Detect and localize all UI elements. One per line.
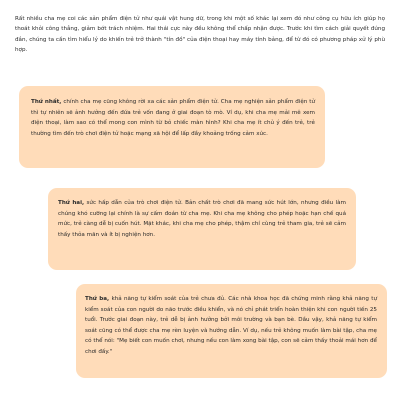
- point-paragraph: [31, 97, 315, 139]
- point-lead: Thứ nhất,: [31, 99, 62, 105]
- intro-paragraph: Rất nhiều cha mẹ coi các sản phẩm điện tử như quái vật hung dữ, trong khi một số khác lại xem đó như công cụ hữu ích giúp họ thoát khỏi công thẳng, giảm bớt trách nhiệm. Hai thái cực này đều không thể chấp nhận được. Trước khi tìm cách giải quyết đúng đắn, chúng ta cần tìm hiểu lý do khiến trẻ trở thành "tín đồ" của điện thoại hay máy tính bảng, để từ đó có phương pháp xử lý phù hợp.: [15, 16, 385, 54]
- point-box-second: [48, 188, 356, 270]
- point-text: chính cha mẹ cũng không rời xa các sản phẩm điện tử. Cha mẹ nghiện sản phẩm điện tử thì tự nhiên sẽ ảnh hưởng đến đứa trẻ vốn đang ở giai đoạn tò mò. Ví dụ, khi cha mẹ mải mê xem điện thoại, làm sao có thể mong con mình từ bỏ chiếc màn hình? Khi cha mẹ ít chủ ý đến trẻ, trẻ thường tìm đến trò chơi điện tử hoặc mạng xã hội để lấp đầy khoảng trống cảm xúc.: [31, 99, 315, 137]
- point-box-third: [76, 284, 387, 378]
- point-box-first: [19, 86, 325, 168]
- point-paragraph: [58, 198, 346, 240]
- point-paragraph: [85, 294, 377, 357]
- point-text: khả năng tự kiểm soát của trẻ chưa đủ. Các nhà khoa học đã chứng minh rằng khả năng tự kiểm soát của con người do não trước điều khiển, và nó chỉ phát triển hoàn thiện khi con người tiến 25 tuổi. Trước giai đoạn này, trẻ dễ bị ảnh hưởng bởi môi trường và bạn bè. Dầu vậy, khả năng tự kiểm soát cũng có thể được cha mẹ rèn luyện và hướng dẫn. Ví dụ, nếu trẻ không muốn làm bài tập, cha mẹ có thể nói: "Mẹ biết con muốn chơi, nhưng nếu con làm xong bài tập, con sẽ cảm thấy thoải mái hơn để chơi đấy.": [85, 296, 377, 355]
- point-lead: Thứ hai,: [58, 200, 85, 206]
- point-lead: Thứ ba,: [85, 296, 110, 302]
- point-text: sức hấp dẫn của trò chơi điện tử. Bản chất trò chơi đã mang sức hút lớn, nhưng điều làm chúng khó cưỡng lại chính là sự cấm đoán từ cha mẹ. Khi cha mẹ không cho phép hoặc hạn chế quá mức, trẻ càng dễ bị cuốn hút. Mặt khác, khi cha mẹ cho phép, thậm chí cùng trẻ tham gia, trẻ sẽ cảm thấy thỏa mãn và ít bị nghiện hơn.: [58, 200, 346, 238]
